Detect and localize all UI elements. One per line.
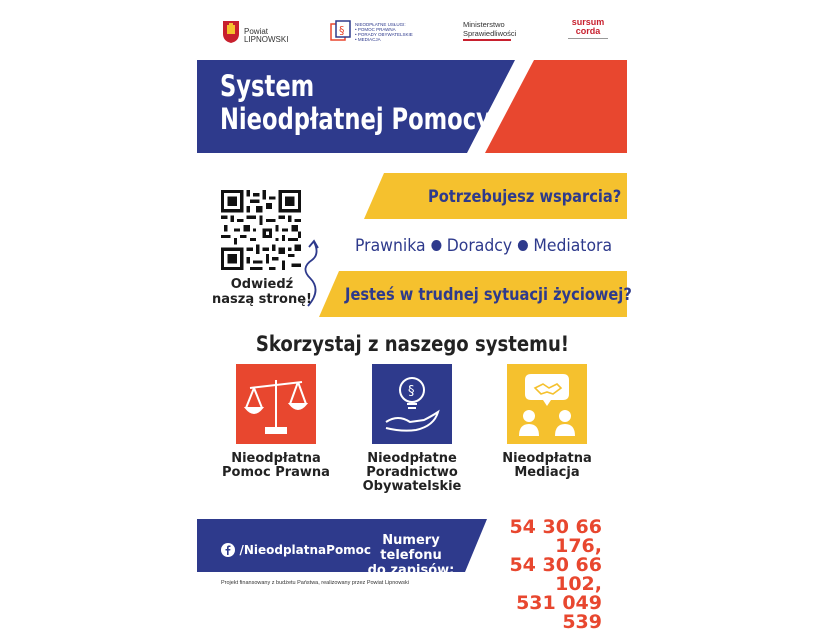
- ministerstwo-line2: Sprawiedliwości: [463, 29, 517, 38]
- tile-mediation-line1: Nieodpłatna: [502, 451, 592, 466]
- qr-caption-line1: Odwiedź: [230, 277, 294, 292]
- nieodplatne-logo-line: • MEDIACJA: [355, 37, 381, 42]
- ministerstwo-logo: [463, 20, 523, 44]
- tile-civic-advice-line1: Nieodpłatne: [367, 451, 457, 466]
- powiat-logo-line1: Powiat: [244, 27, 269, 36]
- facebook-handle: /NieodplatnaPomoc: [239, 542, 372, 557]
- facebook-link[interactable]: [221, 541, 371, 557]
- powiat-logo: [222, 20, 292, 46]
- service-advisor: Doradcy: [446, 236, 513, 256]
- tile-civic-advice-line2: Poradnictwo: [366, 465, 458, 480]
- phone-number-2[interactable]: 54 30 66 102,: [509, 554, 602, 595]
- facebook-icon: [221, 543, 235, 557]
- lightbulb-hand-icon: [372, 364, 452, 444]
- service-lawyer: Prawnika: [355, 236, 426, 256]
- ministerstwo-flag-stripe: [463, 39, 511, 41]
- qr-code[interactable]: [221, 190, 301, 270]
- tile-mediation[interactable]: [507, 364, 587, 444]
- paragraph-logo-icon: [330, 20, 352, 42]
- phone-number-1[interactable]: 54 30 66 176,: [509, 516, 602, 557]
- service-mediator: Mediatora: [533, 236, 613, 256]
- svg-text:§: §: [339, 24, 345, 37]
- tile-civic-advice[interactable]: [372, 364, 452, 444]
- support-question1: Potrzebujesz wsparcia?: [428, 187, 622, 207]
- phones-label-line2: do zapisów:: [367, 563, 455, 578]
- handshake-people-icon: [507, 364, 587, 444]
- services-list: [355, 236, 612, 256]
- powiat-logo-line2: LIPNOWSKI: [244, 35, 289, 44]
- tile-legal-aid-line2: Pomoc Prawna: [222, 465, 330, 480]
- phone-number-3[interactable]: 531 049 539: [516, 592, 602, 633]
- nieodplatne-logo-line: • POMOC PRAWNA: [355, 27, 396, 32]
- tile-legal-aid[interactable]: [236, 364, 316, 444]
- bullet-dot-icon: [518, 240, 528, 251]
- tile-legal-aid-line1: Nieodpłatna: [231, 451, 321, 466]
- svg-text:§: §: [408, 384, 415, 399]
- sursum-corda-logo: [563, 18, 613, 44]
- banner-title-line1: System: [220, 69, 315, 103]
- nieodplatne-logo-line: NIEODPŁATNE USŁUGI:: [355, 22, 406, 27]
- sursum-underline: [568, 38, 608, 39]
- tile-civic-advice-line3: Obywatelskie: [362, 479, 462, 494]
- headline: Skorzystaj z naszego systemu!: [255, 332, 570, 356]
- tile-mediation-line2: Mediacja: [514, 465, 580, 480]
- sursum-line2: corda: [575, 26, 601, 36]
- scales-icon: [236, 364, 316, 444]
- funding-note: Projekt finansowany z budżetu Państwa, realizowany przez Powiat Lipnowski: [221, 580, 410, 586]
- nieodplatne-uslugi-logo: [330, 20, 420, 46]
- sursum-line1: sursum: [571, 17, 605, 27]
- qr-caption-line2: naszą stronę!: [212, 292, 312, 307]
- ministerstwo-line1: Ministerstwo: [463, 20, 505, 29]
- coat-of-arms-icon: [222, 20, 240, 44]
- nieodplatne-logo-line: • PORADY OBYWATELSKIE: [355, 32, 413, 37]
- bullet-dot-icon: [431, 240, 441, 251]
- support-question2: Jesteś w trudnej sytuacji życiowej?: [345, 285, 632, 305]
- banner-title-line2: Nieodpłatnej Pomocy: [220, 102, 491, 136]
- phones-label-line1: Numery telefonu: [380, 533, 442, 563]
